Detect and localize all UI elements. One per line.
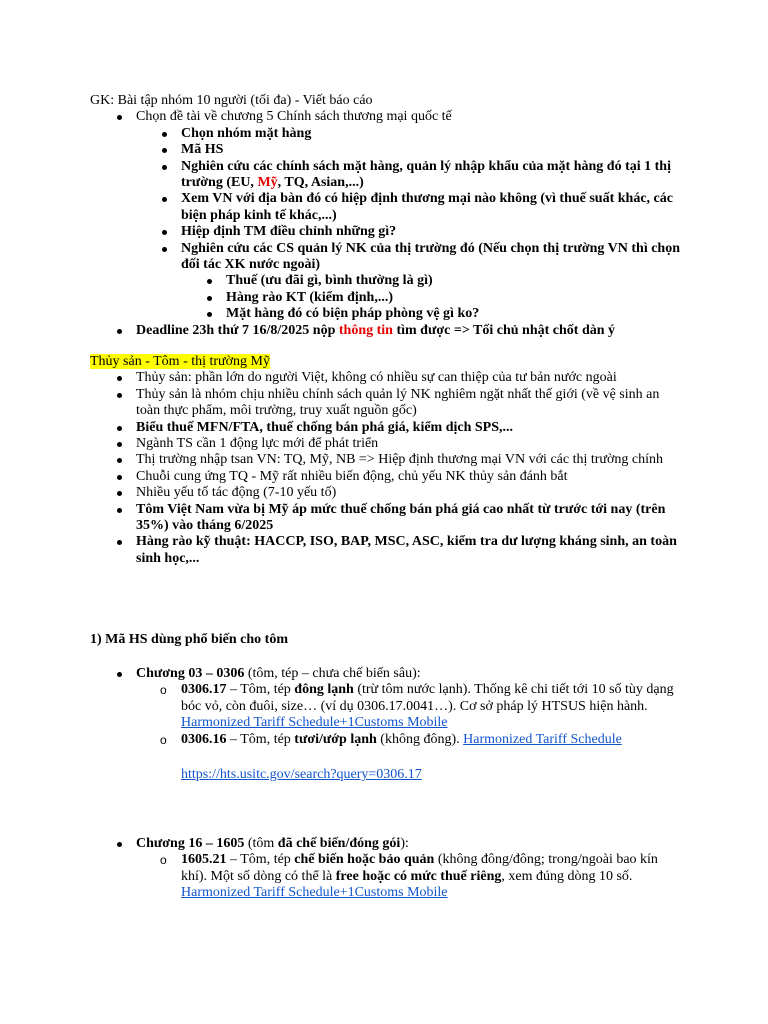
assignment-section [0,93,768,339]
topic-point: Ngành TS cần 1 động lực mới để phát triển [0,436,768,452]
hts-link[interactable]: Harmonized Tariff Schedule+1Customs Mobile [181,715,448,731]
hs-code-heading: 1) Mã HS dùng phổ biến cho tôm [90,632,288,647]
topic-point: Nhiều yếu tố tác động (7-10 yếu tố) [0,485,768,501]
chapter-03-item: Chương 03 – 0306 (tôm, tép – chưa chế biến sâu): [0,666,768,682]
hs-0306-16-item: o 0306.16 – Tôm, tép tươi/ướp lạnh (không đông). Harmonized Tariff Schedule [0,732,768,748]
topic-point: Thị trường nhập tsan VN: TQ, Mỹ, NB => Hiệp định thương mại VN với các thị trường chính [0,452,768,468]
sub-task-item: Hàng rào KT (kiểm định,...) [0,290,768,306]
hs-1605-21-item: o 1605.21 – Tôm, tép chế biến hoặc bảo quản (không đông/đông; trong/ngoài bao kín khí). Một số dòng có thể là free hoặc có mức thuế riêng, xem đúng dòng 10 số. Harmonized Tariff Schedule+1Customs Mobile [0,852,768,901]
topic-point: Hàng rào kỹ thuật: HACCP, ISO, BAP, MSC, ASC, kiểm tra dư lượng kháng sinh, an toàn sinh học,... [0,534,768,567]
topic-point: Thủy sản là nhóm chịu nhiều chính sách quản lý NK nghiêm ngặt nhất thế giới (về vệ sinh an toàn thực phẩm, môi trường, truy xuất nguồn gốc) [0,387,768,420]
chapter-16-item: Chương 16 – 1605 (tôm đã chế biến/đóng gói): [0,836,768,852]
assignment-list [0,109,768,339]
topic-point: Thủy sản: phần lớn do người Việt, không có nhiều sự can thiệp của tư bản nước ngoài [0,370,768,386]
sub-task-item: Thuế (ưu đãi gì, bình thường là gì) [0,273,768,289]
hs-code-section [0,632,768,648]
topic-section [0,354,768,567]
task-item: Nghiên cứu các chính sách mặt hàng, quản lý nhập khẩu của mặt hàng đó tại 1 thị trường (EU, Mỹ, TQ, Asian,...) [0,159,768,192]
hts-link[interactable]: Harmonized Tariff Schedule [463,731,622,747]
sub-task-item: Mặt hàng đó có biện pháp phòng vệ gì ko? [0,306,768,322]
hts-link[interactable]: Harmonized Tariff Schedule+1Customs Mobile [181,885,448,901]
topic-heading: Thủy sản - Tôm - thị trường Mỹ [90,354,270,369]
task-item: Mã HS [0,142,768,158]
task-item: Chọn nhóm mặt hàng [0,126,768,142]
topic-point: Biểu thuế MFN/FTA, thuế chống bán phá giá, kiểm dịch SPS,... [0,420,768,436]
topic-point: Chuỗi cung ứng TQ - Mỹ rất nhiều biến động, chủ yếu NK thủy sản đánh bắt [0,469,768,485]
hts-search-url[interactable]: https://hts.usitc.gov/search?query=0306.17 [181,767,422,782]
assignment-title: GK: Bài tập nhóm 10 người (tối đa) - Viết báo cáo [90,93,373,108]
task-item: Hiệp định TM điều chỉnh những gì? [0,224,768,240]
topic-item: Chọn đề tài về chương 5 Chính sách thương mại quốc tế [0,109,768,125]
task-item: Nghiên cứu các CS quản lý NK của thị trường đó (Nếu chọn thị trường VN thì chọn đối tác XK nước ngoài) [0,241,768,274]
topic-point: Tôm Việt Nam vừa bị Mỹ áp mức thuế chống bán phá giá cao nhất từ trước tới nay (trên 35%) vào tháng 6/2025 [0,502,768,535]
highlighted-market: Mỹ [257,175,278,191]
chapter-16-block [0,836,768,902]
deadline-item: Deadline 23h thứ 7 16/8/2025 nộp thông tin tìm được => Tối chủ nhật chốt dàn ý [0,323,768,339]
deadline-highlight: thông tin [338,322,393,338]
task-item: Xem VN với địa bàn đó có hiệp định thương mại nào không (vì thuế suất khác, các biện pháp kinh tế khác,...) [0,191,768,224]
chapter-03-block [0,666,768,748]
hs-0306-17-item: o 0306.17 – Tôm, tép đông lạnh (trừ tôm nước lạnh). Thống kê chi tiết tới 10 số tùy dạng bóc vỏ, còn đuôi, size… (ví dụ 0306.17.0041…). Cơ sở pháp lý HTSUS hiện hành. Harmonized Tariff Schedule+1Customs Mobile [0,682,768,731]
topic-list [0,370,768,567]
